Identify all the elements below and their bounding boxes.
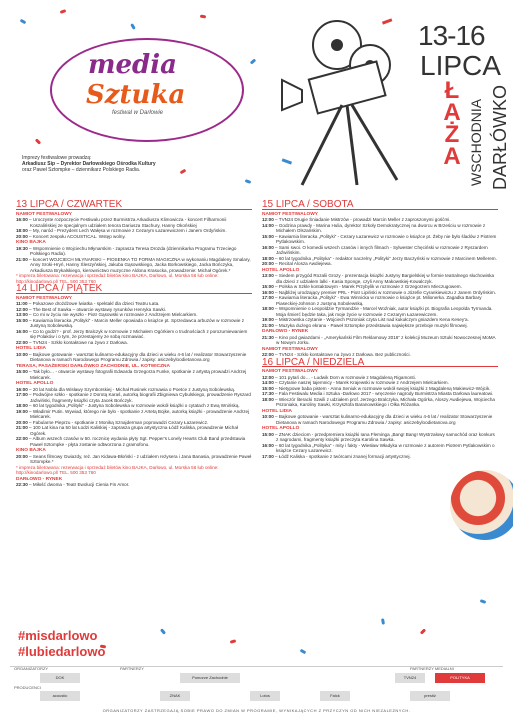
event-item	[16, 257, 252, 274]
day-heading: 15 LIPCA / SOBOTA	[262, 202, 498, 210]
event-description: – Tak było… - otwarcie wystawy fotografii Edwarda Grzegorza Funke, spotkanie z artystą prowadzi Andrzej Mielcarek.	[29, 369, 247, 380]
venue-label: DARŁOWO - RYNEK	[16, 476, 63, 482]
venue-label: NAMIOT FESTIWALOWY	[262, 369, 318, 374]
event-description: – 60 lat tygodnika „Polityka” - redaktor naczelny „Polityki” Jerzy Baczyński w rozmowie z Marcinem Mellerem.	[275, 255, 497, 261]
day-heading: 14 LIPCA / PIĄTEK	[16, 286, 252, 294]
event-description: – Fabularne Pieprzu - spotkanie z Moniką Sznajderman poprowadzi Cezary Łazarewicz.	[29, 419, 209, 425]
event-time: 19:00	[16, 408, 28, 414]
event-description: – 60 lat tygodnika „Polityka” - mity i fakty - Wiesław Władyka w rozmowie z autorem Piotrem Pytlakowskim o książce Cezary Łazarewicz.	[275, 442, 495, 453]
event-time: 22:00	[262, 352, 274, 357]
event-list	[16, 482, 252, 488]
event-description: – TVN24 - Szkło kontaktowe na żywo z Darłowa.	[29, 339, 129, 345]
event-time: 17:00	[262, 453, 274, 459]
event-description: – Fala Festiwalu Media i Sztuka -Darłowo 2017 - wręczenie nagrody Burmistrza Miasta Darłowa laureatowi.	[275, 391, 494, 396]
event-time: 21:00	[16, 425, 28, 430]
event-item	[16, 352, 252, 363]
hashtag[interactable]: #lubiedarlowo	[18, 644, 106, 659]
event-item	[262, 306, 498, 317]
event-time: 20:00	[16, 453, 28, 459]
event-item	[16, 246, 252, 257]
event-item	[262, 397, 498, 408]
event-description: – 101 pytań do… - Ludwik Dorn w rozmowie z Magdaleną Rigamonti.	[275, 374, 416, 380]
producers-label: PRODUCENCI	[14, 685, 41, 690]
event-description: – Kawiarnia literacka „Polityki” - Ewa Winnicka w rozmowie o książce pt. Milionerka. Zagadka Barbary Piaseckiej-Johnson z Justyną Sobolewską.	[275, 295, 482, 306]
event-description: – Album wszech czasów w 50. rocznicę wydania płyty Sgt. Pepper's Lonely Hearts Club Band przedstawia Paweł Sztompke - płyta zostanie odtworzona z gramofonu.	[29, 436, 246, 447]
event-time: 15:00	[262, 385, 274, 391]
event-description: – Czytanie naszej tajemnicy - Marek Krajewski w rozmowie z Andrzejem Mielcarkiem.	[275, 380, 449, 385]
venue-label: HOTEL LIDIA	[262, 408, 293, 414]
sponsor-logo: acoustic	[40, 691, 80, 701]
logo-subtitle: festiwal w Darłowie	[112, 110, 164, 116]
event-item	[16, 329, 252, 340]
venue-label: DARŁOWO - RYNEK	[262, 329, 309, 334]
event-time: 21:00	[16, 256, 28, 262]
event-time: 16:00	[16, 217, 28, 222]
event-description: – Koncert zespołu ACOUSTICAL. Wstęp wolny.	[29, 233, 126, 239]
event-time: 18:00	[16, 403, 28, 408]
wschodnia-label: WSCHODNIA	[468, 98, 484, 186]
event-item	[262, 273, 498, 284]
event-time: 16:00	[262, 289, 274, 295]
event-time: 10:00	[16, 351, 28, 357]
event-item	[262, 432, 498, 443]
media-partners-label: PARTNERZY MEDIALNI	[410, 666, 454, 671]
event-time: 22:30	[16, 482, 28, 487]
venue-label: NAMIOT FESTIWALOWY	[16, 211, 72, 217]
event-description: – Seans filmowy Gwiazdy, reż. Jan Kidawa-Błoński - z udziałem reżysera i Jana Banasia, prowadzenie Paweł Sztompke.*	[29, 453, 252, 464]
event-description: – Uroczyste rozpoczęcie Festiwalu przez Burmistrza Arkadiusza Klimowicza - koncert Filharmonii Koszalińskiej ze specjalnym udziałem tenora Dariusza Stachury, Hanny Okońskiej	[29, 217, 227, 228]
event-list	[16, 369, 252, 380]
ticket-note: * impreza biletowana: rezerwacja i sprzedaż biletów kino BAJKA, Darłowo, ul. Morska 56 lub online: http://kinodarlowo.pl/ TEL. 500 353 760	[16, 273, 219, 284]
sponsor-logo: Falck	[320, 691, 350, 701]
event-description: – Polska w Szkle kontaktowym - Marek Przybylik w rozmowie z Grzegorzem Mieczugowem.	[275, 284, 462, 289]
event-item	[262, 295, 498, 306]
intro-line: Arkadiusz Sip – Dyrektor Darłowskiego Ośrodka Kultury	[22, 161, 156, 168]
event-time: 19:30	[16, 245, 28, 251]
event-list	[16, 246, 252, 274]
event-time: 12:00	[262, 374, 274, 380]
event-item	[16, 234, 252, 240]
event-description: – Wspomnienie o Wojciechu Młynarskim - zaprasza Teresa Drozda (dziennikarka Programu Trzeciego Polskiego Radia).	[29, 245, 237, 256]
event-time: 12:00	[262, 217, 274, 222]
event-time: 15:00	[262, 233, 274, 239]
film-camera-illustration	[262, 10, 402, 190]
darlowko-label: DARŁÓWKO	[490, 84, 510, 190]
logo-media: media	[88, 50, 177, 80]
event-time: 20:00	[16, 233, 28, 239]
event-description: – Sami swoi. O komedii wszech czasów i innych filmach - Sylwester Chęciński w rozmowie z Ryszardem Jaźwińskim.	[275, 244, 488, 255]
sponsor-logo: Pomorze Zachodnie	[180, 673, 240, 683]
event-description: – TVN24 - Szkło kontaktowe na żywo z Darłowa. Bez publiczności.	[275, 352, 411, 357]
event-list	[16, 454, 252, 465]
sponsor-logo: ZNAK	[160, 691, 190, 701]
event-item	[262, 261, 498, 267]
ticket-note: * impreza biletowana: rezerwacja i sprzedaż biletów kino BAJKA, Darłowo, ul. Morska 56 lub online: http://kinodarlowo.pl/ TEL. 500 353 760	[16, 464, 219, 475]
event-time: 18:00	[16, 228, 28, 233]
event-time: 10:00	[262, 414, 274, 419]
sponsor-logo: POLITYKA	[435, 673, 485, 683]
event-description: – 60 lat tygodnika „Polityki” - Justyna Sobolewska w rozmowie wokół książki o cytatach z Ewą Wnińską.	[29, 403, 240, 408]
event-time: 22:00	[16, 436, 28, 441]
laza-letter: Ż	[444, 121, 460, 148]
event-time: 16:00	[16, 328, 28, 334]
venue-label: HOTEL APOLLO	[16, 381, 54, 386]
event-description: – Bajkowe gotowanie - warsztat kulinarno-edukacyjny dla dzieci w wieku 4-6 lat / realizator Stowarzyszenie Dietanova w ramach Narodowego Programu Zdrowia / zapisy: asiczebyloodietanova.org	[29, 351, 247, 362]
hashtags	[18, 628, 105, 660]
event-description: – Miłość dwoma - Teatr Ewolucji Cienia Fin Amor.	[29, 482, 130, 487]
event-item	[16, 436, 252, 447]
event-item	[16, 369, 252, 380]
event-item	[262, 454, 498, 460]
event-description: – Co to godzi? - prof. Jerzy Bralczyk w rozmowie z Michałem Ogórkiem o trudnościach z porozumiewaniem się Polaków i o tym, że przestajemy ze sobą rozmawiać.	[29, 328, 248, 339]
event-list	[262, 273, 498, 328]
program-right-column	[262, 200, 498, 459]
laza-letter: Ł	[444, 77, 460, 104]
partners-label: PARTNERZY	[120, 666, 144, 671]
event-description: – 100 Lat kina na 50 lat Łodzi Kaliskiej - zaprasza grupa artystyczna Łódź Kaliska, prowadzenie Michał Ogórek.	[29, 425, 238, 436]
event-description: – Władimir Putin. Wywiad, którego nie było - spotkanie z Artetą Bojke, autorką książki - prowadzenie Andrzej Mielcarek.	[29, 408, 250, 419]
event-time: 15:00	[16, 369, 28, 374]
event-item	[16, 454, 252, 465]
sponsor-logo: DOK	[40, 673, 80, 683]
event-description: – ZNAK dzieciom - przedpremiera książki Iana Fleminga „Bang! Bang! Wystrzałowy samochód oraz konkurs z nagrodami, fragmenty książki przeczyta Karolina Sawka.	[275, 431, 495, 442]
venue-label: NAMIOT FESTIWALOWY	[16, 295, 72, 301]
event-item	[262, 335, 498, 346]
venue-label: TERASA, PASAŻERSKI DARŁÓWKO ZACHODNIE, UL. KOTWICZNA	[16, 363, 170, 369]
event-description: – Kawiarnia literacka „Polityki” - Marcin Meller opowiada o książce pt. Sprzedawca arbuzów w rozmowie z Justyną Sobolewską.	[29, 317, 244, 328]
event-time: 21:30	[262, 334, 274, 340]
event-description: – Kawiarnia literacka „Polityki” - Cezary Łazarewicz w rozmowie o książce pt. Żeby nie było śladów z Piotrem Pytlakowskim.	[275, 233, 497, 244]
event-description: – Pokazowe drożdżowe lwiatka - spektakl dla dzieci Teatru Łata.	[28, 301, 160, 306]
sponsor-logo: Lotos	[250, 691, 280, 701]
event-description: – 20 lat Nobla dla Wisławy Szymborskiej - Michał Rusinek rozmawia o Poetce z Justyną Sobolewską.	[29, 386, 236, 392]
event-description: – Bajkowe gotowanie - warsztat kulinarno-edukacyjny dla dzieci w wieku 4-6 lat / realizator Stowarzyszenie Dietanova w ramach Narodowego Programu Zdrowia / zapisy: asiczebyloodietanova.org	[275, 414, 493, 425]
event-list	[262, 432, 498, 460]
event-item	[16, 217, 252, 228]
event-item	[262, 223, 498, 234]
event-description: – Wspomnienie o Leopoldzie Tyrmandzie - Marcel Woźniak, autor książki pt. Biografia Leopolda Tyrmanda. Moja śmierć będzie taka, jak moje życie w rozmowie z Cezarym Łazarewiczem.	[275, 306, 493, 317]
event-description: – Nietypowe baba pistem - Anna Seniuk w rozmowie wokół swojej książki z Magdaleną Makiewicz-Wójcik.	[275, 385, 491, 391]
footer-disclaimer: ORGANIZATORZY ZASTRZEGAJĄ SOBIE PRAWO DO ZMIAN W PROGRAMIE, WYNIKAJĄCYCH Z PRZYCZYN OD NICH NIEZALEŻNYCH.	[102, 708, 411, 713]
organizers-label: ORGANIZATORZY	[14, 666, 49, 671]
event-time: 19:00	[262, 317, 274, 322]
event-description: – koncert WOJCIECH MŁYNARSKI – PIOSENKA TO FORMA MAGICZNA w wykonaniu Magdaleny Smalary, Anny Sroki-Hryń, Hanny Śleszyńskiej, Jakuba Gąsowskiego, Jacka Borkowskiego, Jacka Bończyka, Arkadiusza Brykalskiego, kierownictwo muzyczne Aldona Krasucka, prowadzenie: Michał Ogórek.*	[29, 256, 251, 273]
event-item	[262, 323, 498, 329]
venue-label: NAMIOT FESTIWALOWY	[262, 211, 318, 217]
event-list	[262, 375, 498, 408]
event-time: 13:00	[16, 312, 28, 317]
event-time: 15:00	[262, 284, 274, 289]
event-list	[262, 217, 498, 267]
logo-sztuka: Sztuka	[86, 80, 186, 110]
laza-letter: A	[443, 99, 461, 126]
festival-dates: 13-16	[418, 20, 485, 51]
event-time: 16:00	[262, 442, 274, 448]
event-time: 18:00	[262, 255, 274, 261]
event-item	[262, 443, 498, 454]
venue-label: HOTEL LIDIA	[16, 346, 47, 351]
venue-label: KINO BAJKA	[16, 448, 46, 453]
event-description: – Recital Alosza Awdiejewa.	[275, 261, 332, 266]
event-list	[16, 217, 252, 239]
event-time: 17:00	[16, 392, 28, 397]
event-item	[16, 425, 252, 436]
day-heading: 16 LIPCA / NIEDZIELA	[262, 360, 498, 368]
event-time: 16:00	[16, 386, 28, 392]
event-item	[16, 392, 252, 403]
event-list	[262, 335, 498, 346]
event-description: – Łódź Kaliska - spotkanie z twórcami znanej formacji artystycznej.	[275, 453, 411, 459]
event-description: – Podwójne szkło - spotkanie z Dorotą Karaś, autorką biografii Zbigniewa Cybulskiego, prowadzenie Ryszard Jaźwiński, fragmenty książki czyta Jacek Bończyk.	[29, 392, 251, 403]
event-item	[262, 414, 498, 425]
event-time: 15:00	[16, 317, 28, 323]
laza-vertical	[440, 77, 464, 170]
event-time: 13:00	[262, 273, 274, 278]
event-list	[16, 352, 252, 363]
event-time: 18:00	[262, 306, 274, 311]
event-list	[16, 387, 252, 448]
event-item	[262, 245, 498, 256]
sponsor-logo: TVN24	[395, 673, 425, 683]
event-list	[16, 301, 252, 345]
event-description: – Mistrzowska czytanie - Wojciech Pszoniak czyta List nad kukułczym gniazdem Kena Kesey'a.	[275, 317, 469, 322]
venue-label: NAMIOT FESTIWALOWY	[262, 346, 318, 352]
event-time: 17:00	[262, 295, 274, 300]
venue-label: KINO BAJKA	[16, 240, 46, 245]
event-time: 15:00	[262, 431, 274, 437]
laza-letter: A	[443, 143, 461, 170]
intro-line: Imprezy festiwalowe prowadzą:	[22, 155, 92, 161]
event-description: – Co mi w życiu nie wyszło - Piotr Gąsowski w rozmowie z Andrzejem Mielcarkiem.	[29, 312, 198, 317]
day-heading: 13 LIPCA / CZWARTEK	[16, 202, 252, 210]
hashtag[interactable]: #misdarlowo	[18, 628, 98, 643]
event-description: – Najbliżej urodzający premier PRL - Piotr Lipiński w rozmowie o Józefie Cyrankiewiczu z Janem Ordyńskim.	[275, 289, 496, 295]
event-item	[16, 482, 252, 488]
event-time: 18:00	[262, 396, 274, 402]
beach-ball-illustration	[450, 470, 513, 540]
event-description: – The Best of Sawka – otwarcie wystawy rysunków Henryka Sawki.	[29, 306, 167, 312]
event-list	[262, 414, 498, 425]
event-description: – Wieczór literacki Szwili z udziałem prof. Jerzego Bralczyka, Michała Ogórka, Aloszy Awdiejewa, Wojciecha Pszoniaka, Karoliny Sawki, Krzysztofa Baranowskiego i Olka Różanka.	[275, 396, 495, 407]
intro-hosts	[22, 155, 242, 174]
event-item	[16, 409, 252, 420]
event-description: – My, naród - Prezydent Lech Wałęsa w rozmowie z Cezarym Łazarewiczem i Janem Ordyńskim.	[29, 228, 227, 233]
sponsors-bar	[10, 666, 503, 707]
event-time: 22:00	[16, 339, 28, 345]
event-time: 17:30	[262, 391, 274, 396]
event-time: 14:00	[262, 222, 274, 228]
event-time: 20:00	[262, 261, 274, 266]
event-item	[16, 340, 252, 346]
event-item	[16, 318, 252, 329]
venue-label: HOTEL APOLLO	[262, 426, 300, 431]
event-time: 12:00	[16, 306, 28, 312]
event-item	[262, 234, 498, 245]
event-description: – Godzina prawdy - Marina Hulia, dyrektor Szkoły Demokratycznej na dworcu w Brześciu w rozmowie z Michałem Olszańskim.	[275, 222, 486, 233]
program-left-column	[16, 200, 252, 488]
event-description: – TVN24 Drugie Śniadanie Mistrzów - prowadzi Marcin Meller z zaproszonymi gośćmi.	[275, 217, 451, 222]
sponsor-logo: prestiż	[410, 691, 450, 701]
event-time: 14:00	[262, 380, 274, 385]
intro-line: oraz Paweł Sztompke – dziennikarz Polskiego Radia.	[22, 167, 141, 174]
event-time: 20:00	[16, 419, 28, 425]
event-time: 11:00	[16, 301, 28, 306]
event-description: – Kino pod gwiazdami - „Amerykański Film Reklamowy 2016” z kolekcji Muzeum Sztuki Nowoczesnej MoMA w Nowym Jorku.	[275, 334, 496, 345]
event-description: – Siedem przygód Rozalii Grozy - prezentacja książki Justyny Bargielskiej w formie teatralnego słuchowiska dla dzieci z udziałem lalki - Kasia Sponge, czyli Anny Makowskiej-Kowalczyk.	[275, 273, 495, 284]
event-time: 16:00	[262, 244, 274, 250]
event-description: – Muzyka dużego ekranu - Paweł Sztompke przedstawia największe przeboje muzyki filmowej.	[275, 322, 468, 328]
event-time: 21:00	[262, 322, 274, 328]
festival-month: LIPCA	[420, 50, 501, 81]
venue-label: HOTEL APOLLO	[262, 267, 300, 273]
